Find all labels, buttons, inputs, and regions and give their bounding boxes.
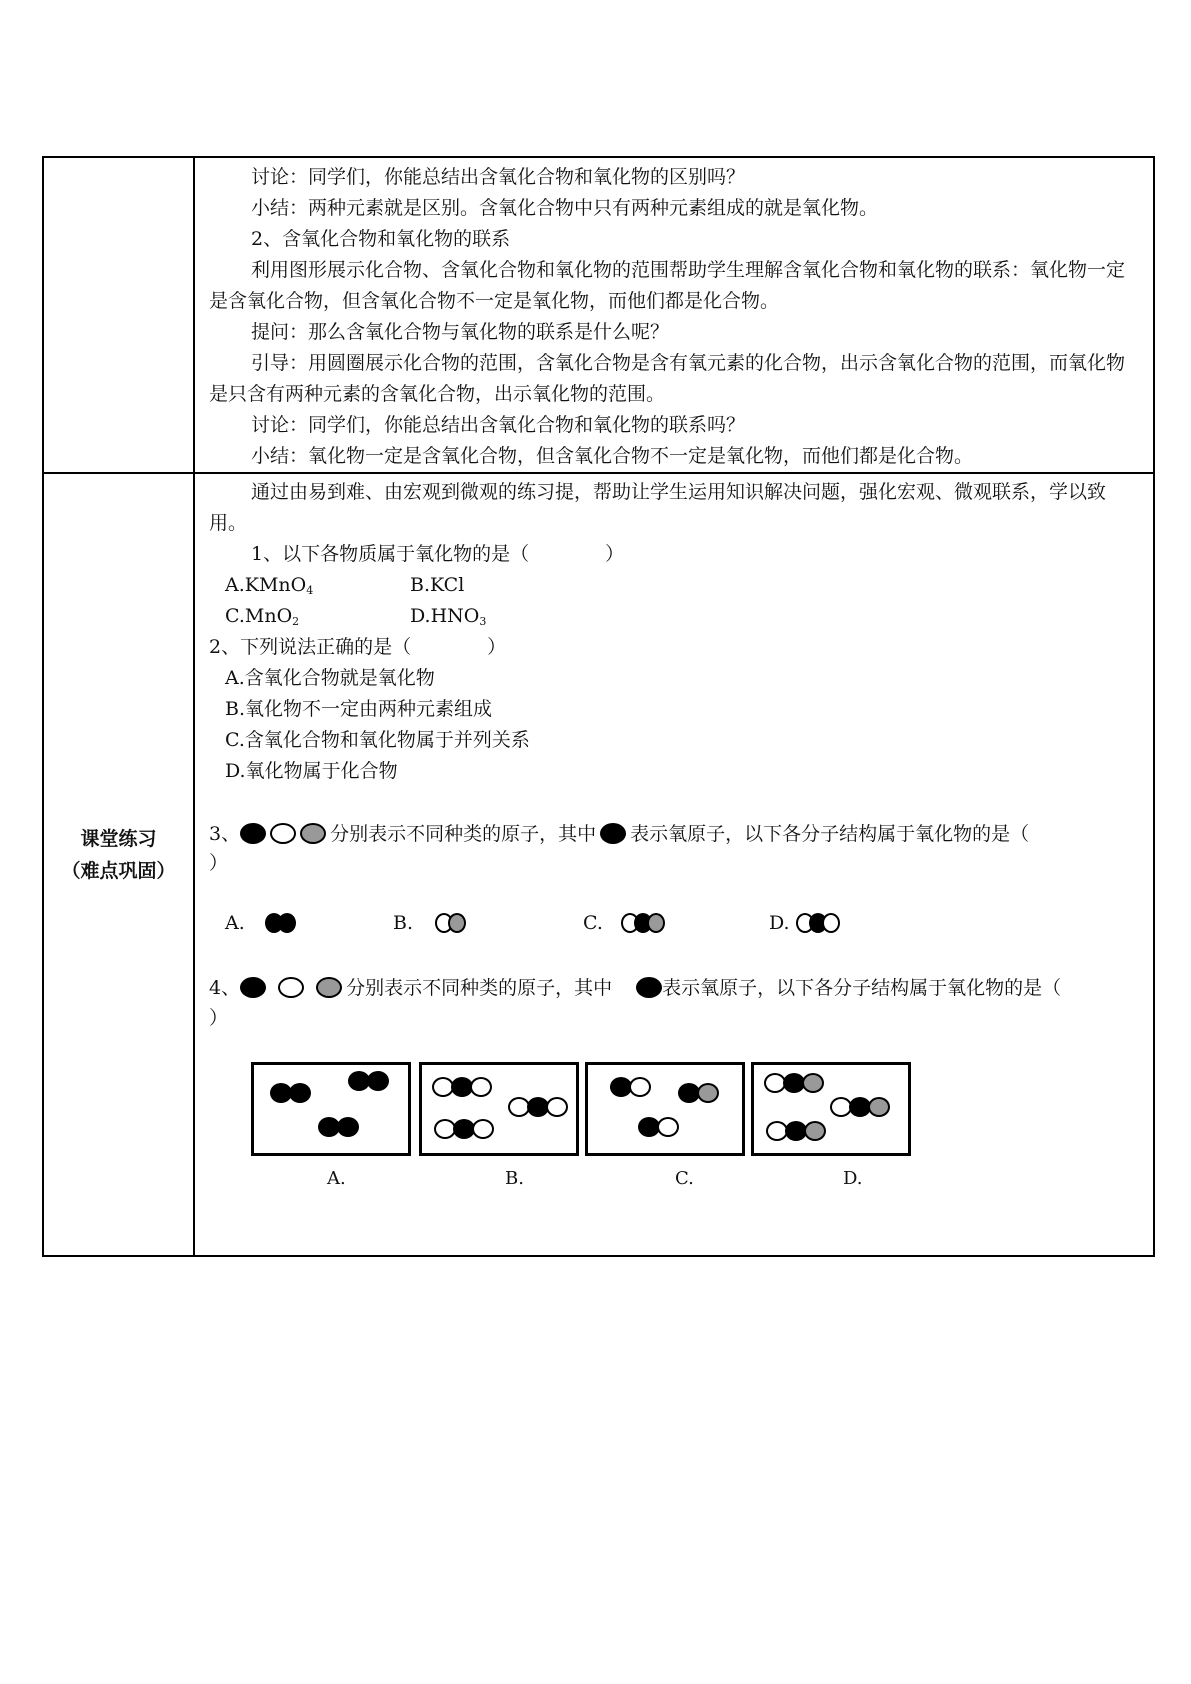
q3-number: 3、: [209, 823, 241, 845]
q3-options: [225, 908, 1153, 939]
black-atom-icon: [289, 1083, 311, 1103]
q3-option-b: [393, 908, 461, 939]
molecule-icon: [508, 1097, 565, 1117]
lesson-plan-table: [42, 156, 1155, 1257]
gray-atom-icon: [868, 1097, 890, 1117]
molecule-icon: [265, 913, 291, 933]
q4-option-a-label: A.: [327, 1168, 346, 1189]
q1-option-d-text: D.HNO: [410, 605, 480, 627]
molecule-icon: [435, 913, 461, 933]
question-1-stem: 1、以下各物质属于氧化物的是（ ）: [251, 543, 625, 565]
molecule-icon: [348, 1071, 386, 1091]
molecule-icon: [318, 1117, 356, 1137]
q2-option-d: D.氧化物属于化合物: [225, 760, 398, 782]
q4-option-b-label: B.: [505, 1168, 524, 1189]
q1-option-c-text: C.MnO: [225, 605, 293, 627]
paragraph: 提问：那么含氧化合物与氧化物的联系是什么呢？: [251, 321, 670, 343]
q1-option-c-sub: 2: [292, 615, 300, 628]
molecule-icon: [434, 1119, 491, 1139]
white-atom-icon: [470, 1077, 492, 1097]
gray-atom-icon: [802, 1073, 824, 1093]
q4-box-a: [251, 1062, 411, 1156]
content-cell-upper: [194, 157, 1154, 473]
q4-closing: ）: [209, 1007, 229, 1029]
q3-option-a-label: A.: [225, 912, 245, 934]
q3-text: 分别表示不同种类的原子，其中: [330, 823, 597, 845]
gray-atom-icon: [647, 913, 665, 933]
gray-atom-icon: [697, 1083, 719, 1103]
paragraph: 小结：两种元素就是区别。含氧化合物中只有两种元素组成的就是氧化物。: [251, 197, 879, 219]
q1-option-d-sub: 3: [479, 615, 487, 628]
molecule-icon: [432, 1077, 489, 1097]
table-row: [43, 157, 1154, 473]
black-atom-icon: [367, 1071, 389, 1091]
q4-text: 分别表示不同种类的原子，其中: [346, 977, 613, 999]
content-cell-exercises: [194, 473, 1154, 1256]
q3-option-d: [769, 908, 835, 939]
question-4-stem: [209, 973, 1143, 1004]
paragraph: 引导：用圆圈展示化合物的范围，含氧化合物是含有氧元素的化合物，出示含氧化合物的范围，而氧化物是只含有两种元素的含氧化合物，出示氧化物的范围。: [209, 352, 1126, 405]
q1-option-b: B.KCl: [410, 574, 465, 596]
label-cell-empty: [43, 157, 194, 473]
molecule-icon: [764, 1073, 821, 1093]
black-atom-icon: [337, 1117, 359, 1137]
gray-atom-icon: [300, 823, 326, 844]
q1-option-a-sub: 4: [306, 584, 314, 597]
white-atom-icon: [657, 1117, 679, 1137]
q3-option-c-label: C.: [583, 912, 603, 934]
molecule-icon: [830, 1097, 887, 1117]
white-atom-icon: [629, 1077, 651, 1097]
q2-option-a: A.含氧化合物就是氧化物: [225, 667, 435, 689]
q3-option-b-label: B.: [393, 912, 414, 934]
paragraph: 利用图形展示化合物、含氧化合物和氧化物的范围帮助学生理解含氧化合物和氧化物的联系：氧化物一定是含氧化合物，但含氧化合物不一定是氧化物，而他们都是化合物。: [209, 259, 1126, 312]
q4-text: 表示氧原子，以下各分子结构属于氧化物的是（: [662, 977, 1062, 999]
q2-option-c: C.含氧化合物和氧化物属于并列关系: [225, 729, 530, 751]
section-sublabel: （难点巩固）: [61, 860, 176, 882]
gray-atom-icon: [316, 977, 342, 998]
q4-options: [251, 1062, 951, 1202]
molecule-icon: [638, 1117, 676, 1137]
q4-box-d: [751, 1062, 911, 1156]
q3-option-c: [583, 908, 660, 939]
q3-text: 表示氧原子，以下各分子结构属于氧化物的是（: [630, 823, 1030, 845]
question-2-stem: 2、下列说法正确的是（ ）: [209, 636, 507, 658]
white-atom-icon: [546, 1097, 568, 1117]
q4-box-b: [419, 1062, 579, 1156]
white-atom-icon: [270, 823, 296, 844]
white-atom-icon: [472, 1119, 494, 1139]
q4-number: 4、: [209, 977, 241, 999]
molecule-icon: [621, 913, 660, 933]
molecule-icon: [766, 1121, 823, 1141]
q4-option-c-label: C.: [675, 1168, 694, 1189]
oxygen-atom-icon: [600, 823, 626, 844]
black-atom-icon: [240, 977, 266, 998]
gray-atom-icon: [804, 1121, 826, 1141]
table-row: [43, 473, 1154, 1256]
paragraph: 讨论：同学们，你能总结出含氧化合物和氧化物的联系吗？: [251, 414, 746, 436]
molecule-icon: [610, 1077, 648, 1097]
label-cell: [43, 473, 194, 1256]
q3-closing: ）: [209, 852, 229, 874]
gray-atom-icon: [448, 913, 466, 933]
q4-box-c: [585, 1062, 745, 1156]
molecule-icon: [678, 1083, 716, 1103]
q3-option-d-label: D.: [769, 912, 790, 934]
q1-option-a-text: A.KMnO: [225, 574, 307, 596]
paragraph: 讨论：同学们，你能总结出含氧化合物和氧化物的区别吗？: [251, 166, 746, 188]
paragraph: 小结：氧化物一定是含氧化合物，但含氧化合物不一定是氧化物，而他们都是化合物。: [251, 445, 974, 467]
question-3-stem: [209, 819, 1143, 850]
exercise-intro: 通过由易到难、由宏观到微观的练习提，帮助让学生运用知识解决问题，强化宏观、微观联系，学以致用。: [209, 481, 1107, 534]
q4-option-d-label: D.: [843, 1168, 863, 1189]
black-atom-icon: [278, 913, 296, 933]
oxygen-atom-icon: [636, 977, 662, 998]
white-atom-icon: [278, 977, 304, 998]
white-atom-icon: [822, 913, 840, 933]
q2-option-b: B.氧化物不一定由两种元素组成: [225, 698, 493, 720]
section-label: 课堂练习: [80, 828, 157, 850]
molecule-icon: [270, 1083, 308, 1103]
paragraph: 2、含氧化合物和氧化物的联系: [251, 228, 511, 250]
molecule-icon: [796, 913, 835, 933]
q3-option-a: [225, 908, 291, 939]
black-atom-icon: [240, 823, 266, 844]
